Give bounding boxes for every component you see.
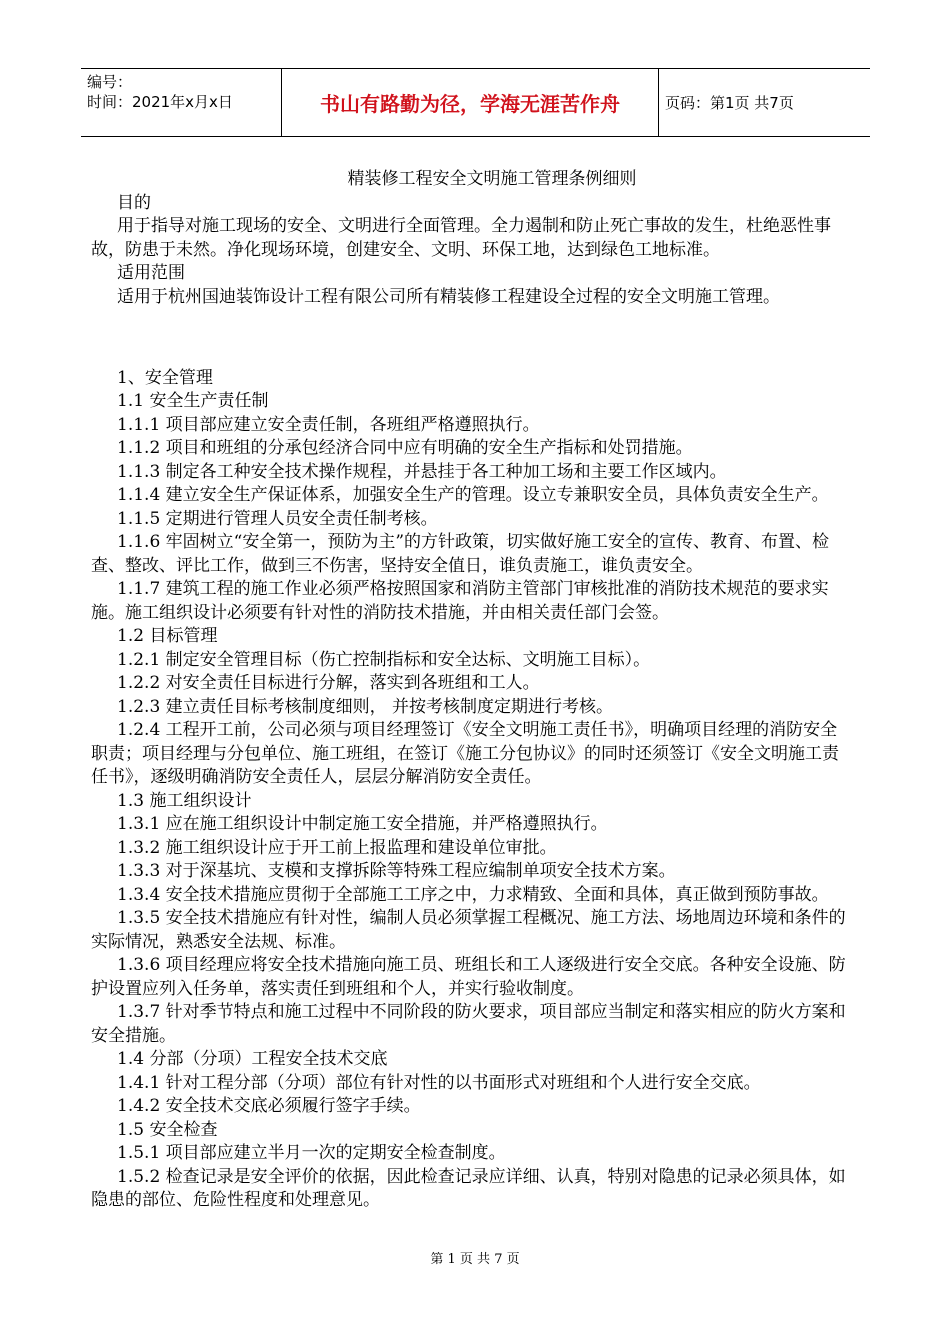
page-info-cell	[659, 69, 870, 136]
page-info-text: 页码：第1页 共7页	[665, 94, 794, 112]
paragraph: 1.3.2 施工组织设计应于开工前上报监理和建设单位审批。	[117, 837, 557, 858]
paragraph: 1.5.1 项目部应建立半月一次的定期安全检查制度。	[117, 1143, 506, 1163]
motto-cell	[282, 69, 659, 136]
paragraph: 1.5.2 检查记录是安全评价的依据，因此检查记录应详细、认真，特别对隐患的记录必须具体，如隐患的部位、危险性程度和处理意见。	[91, 1166, 846, 1210]
paragraph: 1.2.3 建立责任目标考核制度细则， 并按考核制度定期进行考核。	[117, 696, 614, 717]
time-label: 时间：2021年x月x日	[87, 93, 233, 111]
paragraph: 1.3.1 应在施工组织设计中制定施工安全措施，并严格遵照执行。	[117, 814, 608, 834]
paragraph: 适用于杭州国迪装饰设计工程有限公司所有精装修工程建设全过程的安全文明施工管理。	[117, 286, 780, 307]
header-table	[81, 68, 870, 137]
header-meta-cell	[81, 69, 282, 136]
page-footer: 第 1 页 共 7 页	[430, 1252, 520, 1267]
document-body	[91, 168, 853, 1213]
paragraph: 1.1.2 项目和班组的分承包经济合同中应有明确的安全生产指标和处罚措施。	[117, 438, 693, 458]
paragraph: 1.1.1 项目部应建立安全责任制，各班组严格遵照执行。	[117, 414, 540, 435]
paragraph: 1.1.5 定期进行管理人员安全责任制考核。	[117, 508, 438, 529]
paragraph: 1.1.7 建筑工程的施工作业必须严格按照国家和消防主管部门审核批准的消防技术规范的要求实施。施工组织设计必须要有针对性的消防技术措施，并由相关责任部门会签。	[91, 579, 829, 623]
paragraph: 用于指导对施工现场的安全、文明进行全面管理。全力遏制和防止死亡事故的发生，杜绝恶性事故，防患于未然。净化现场环境，创建安全、文明、环保工地，达到绿色工地标准。	[91, 216, 831, 260]
paragraph: 1.2.2 对安全责任目标进行分解，落实到各班组和工人。	[117, 673, 540, 693]
paragraph: 1.1.6 牢固树立“安全第一，预防为主”的方针政策，切实做好施工安全的宣传、教育、布置、检查、整改、评比工作，做到三不伤害，坚持安全值日，谁负责施工，谁负责安全。	[91, 532, 830, 576]
paragraph: 1.3.5 安全技术措施应有针对性，编制人员必须掌握工程概况、施工方法、场地周边环境和条件的实际情况，熟悉安全法规、标准。	[91, 908, 846, 952]
paragraph: 1.4.1 针对工程分部（分项）部位有针对性的以书面形式对班组和个人进行安全交底。	[117, 1072, 761, 1093]
paragraph: 1.2 目标管理	[117, 626, 218, 646]
paragraph: 1.1.4 建立安全生产保证体系，加强安全生产的管理。设立专兼职安全员，具体负责安全生产。	[117, 485, 829, 505]
paragraph: 1.3.3 对于深基坑、支模和支撑拆除等特殊工程应编制单项安全技术方案。	[117, 861, 676, 881]
document-title: 精装修工程安全文明施工管理条例细则	[347, 169, 637, 189]
paragraph: 1.2.1 制定安全管理目标（伤亡控制指标和安全达标、文明施工目标）。	[117, 649, 651, 670]
code-label: 编号：	[87, 73, 133, 91]
paragraph: 1.3.7 针对季节特点和施工过程中不同阶段的防火要求，项目部应当制定和落实相应的防火方案和安全措施。	[91, 1002, 846, 1046]
paragraph: 1.4.2 安全技术交底必须履行签字手续。	[117, 1096, 421, 1116]
paragraph-list	[91, 192, 853, 1213]
paragraph: 1.3.4 安全技术措施应贯彻于全部施工工序之中，力求精致、全面和具体，真正做到预防事故。	[117, 884, 829, 905]
paragraph: 1、安全管理	[117, 367, 213, 388]
paragraph: 1.5 安全检查	[117, 1119, 218, 1140]
paragraph	[91, 326, 853, 350]
paragraph: 1.3 施工组织设计	[117, 790, 252, 811]
paragraph: 1.2.4 工程开工前，公司必须与项目经理签订《安全文明施工责任书》，明确项目经理的消防安全职责；项目经理与分包单位、施工班组，在签订《施工分包协议》的同时还须签订《安全文明施工责任书》，逐级明确消防安全责任人，层层分解消防安全责任。	[91, 720, 839, 787]
paragraph: 1.4 分部（分项）工程安全技术交底	[117, 1049, 388, 1069]
motto-text: 书山有路勤为径，学海无涯苦作舟	[320, 92, 620, 116]
paragraph: 适用范围	[117, 263, 185, 283]
paragraph: 1.3.6 项目经理应将安全技术措施向施工员、班组长和工人逐级进行安全交底。各种安全设施、防护设置应列入任务单，落实责任到班组和个人，并实行验收制度。	[91, 955, 846, 999]
paragraph: 1.1.3 制定各工种安全技术操作规程，并悬挂于各工种加工场和主要工作区域内。	[117, 461, 727, 482]
paragraph: 1.1 安全生产责任制	[117, 391, 269, 411]
paragraph: 目的	[117, 192, 151, 213]
